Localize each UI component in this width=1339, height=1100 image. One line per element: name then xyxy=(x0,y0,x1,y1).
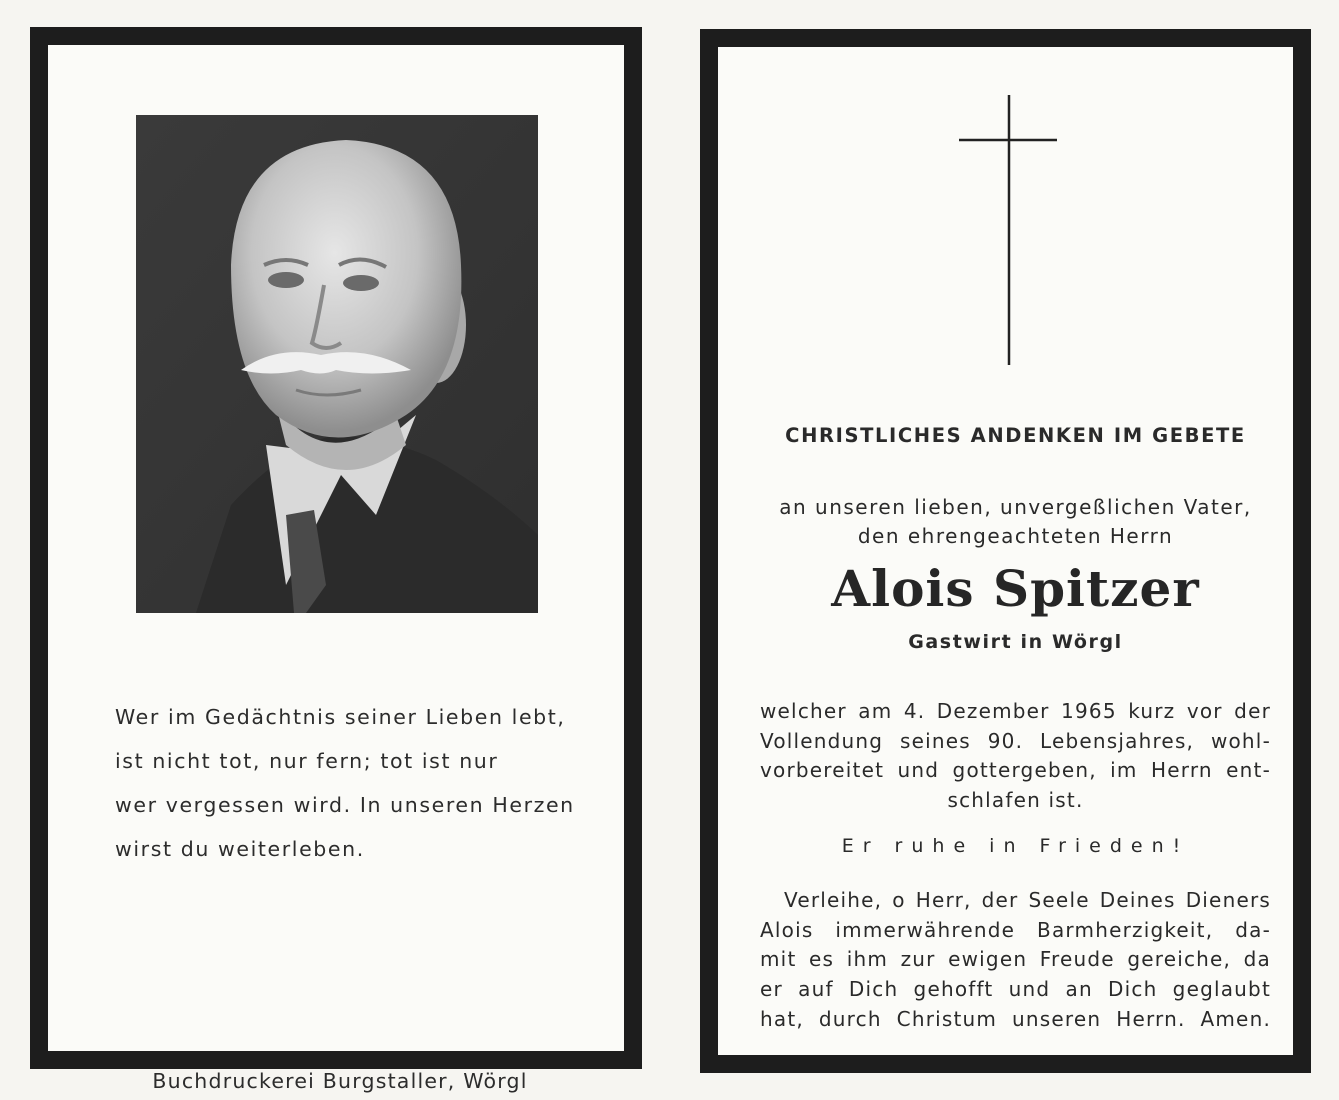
prayer-line: Alois immerwährende Barmherzigkeit, da- xyxy=(760,917,1271,942)
prayer-line: mit es ihm zur ewigen Freude gereiche, da xyxy=(760,947,1271,972)
rest-in-peace: Er ruhe in Frieden! xyxy=(841,835,1190,857)
intro-line: den ehrengeachteten Herrn xyxy=(857,524,1174,548)
death-line: schlafen ist. xyxy=(947,787,1084,812)
left-card xyxy=(30,27,642,1069)
death-line: welcher am 4. Dezember 1965 kurz vor der xyxy=(760,699,1271,723)
deceased-name: Alois Spitzer xyxy=(831,559,1200,618)
poem-line: wer vergessen wird. In unseren Herzen xyxy=(115,793,575,817)
death-line: vorbereitet und gottergeben, im Herrn ent- xyxy=(760,758,1271,782)
intro-line: an unseren lieben, unvergeßlichen Vater, xyxy=(779,495,1252,519)
intro-text xyxy=(760,493,1271,551)
portrait-image xyxy=(136,115,538,613)
poem-line: Wer im Gedächtnis seiner Lieben lebt, xyxy=(115,705,566,729)
prayer-line: hat, durch Christum unseren Herrn. Amen. xyxy=(760,1006,1271,1031)
prayer-line: er auf Dich gehofft und an Dich geglaubt xyxy=(760,977,1271,1002)
memorial-poem xyxy=(115,695,585,871)
printer-credit: Buchdruckerei Burgstaller, Wörgl xyxy=(152,1069,528,1093)
death-line: Vollendung seines 90. Lebensjahres, wohl- xyxy=(760,728,1271,753)
poem-line: ist nicht tot, nur fern; tot ist nur xyxy=(115,749,499,773)
right-card xyxy=(700,29,1311,1073)
prayer-line: Verleihe, o Herr, der Seele Deines Dieners xyxy=(784,888,1271,912)
memorial-heading: CHRISTLICHES ANDENKEN IM GEBETE xyxy=(785,424,1246,447)
poem-line: wirst du weiterleben. xyxy=(115,837,365,861)
occupation: Gastwirt in Wörgl xyxy=(908,631,1123,653)
portrait-photo xyxy=(136,115,538,613)
cross-icon xyxy=(959,95,1059,370)
death-notice xyxy=(760,697,1271,815)
prayer-text xyxy=(760,886,1271,1035)
